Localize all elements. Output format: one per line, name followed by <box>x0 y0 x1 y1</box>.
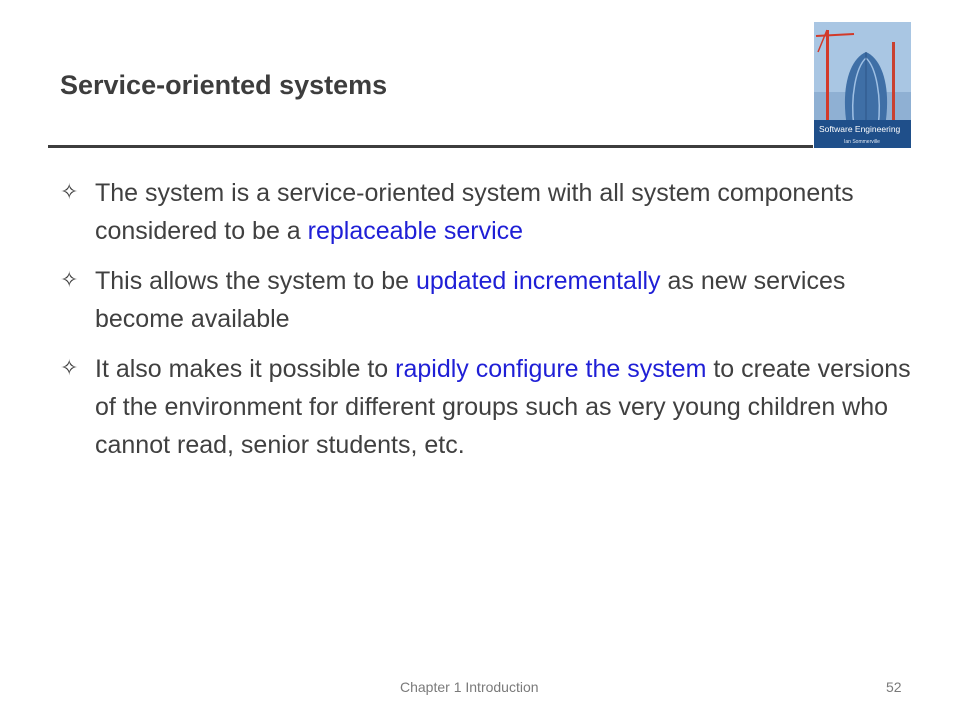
footer-page-number: 52 <box>886 679 902 695</box>
bullet-text: The system is a service-oriented system with all system components considered to be a replaceable service <box>95 179 854 245</box>
highlight-text: updated incrementally <box>415 267 661 295</box>
cover-author-text: Ian Sommerville <box>844 139 880 145</box>
bullet-text: It also makes it possible to rapidly configure the system to create versions of the environment for different groups such as very young children who cannot read, senior students, etc. <box>95 355 911 459</box>
book-cover-graphic <box>814 22 911 148</box>
book-cover-image <box>814 22 911 148</box>
highlight-text: rapidly configure the system <box>395 355 707 383</box>
four-point-star-icon: ✧ <box>60 268 79 293</box>
bullet-item <box>60 262 920 338</box>
bullet-text: This allows the system to be updated incrementally as new services become available <box>95 267 846 333</box>
slide-title: Service-oriented systems <box>60 70 388 100</box>
highlight-text: replaceable service <box>307 217 524 245</box>
bullet-list <box>60 174 920 476</box>
bullet-item <box>60 174 920 250</box>
title-divider <box>48 145 813 148</box>
four-point-star-icon: ✧ <box>60 356 79 381</box>
bullet-item <box>60 350 920 464</box>
cover-title-text: Software Engineering <box>819 124 901 134</box>
four-point-star-icon: ✧ <box>60 180 79 205</box>
footer-chapter: Chapter 1 Introduction <box>400 679 539 695</box>
